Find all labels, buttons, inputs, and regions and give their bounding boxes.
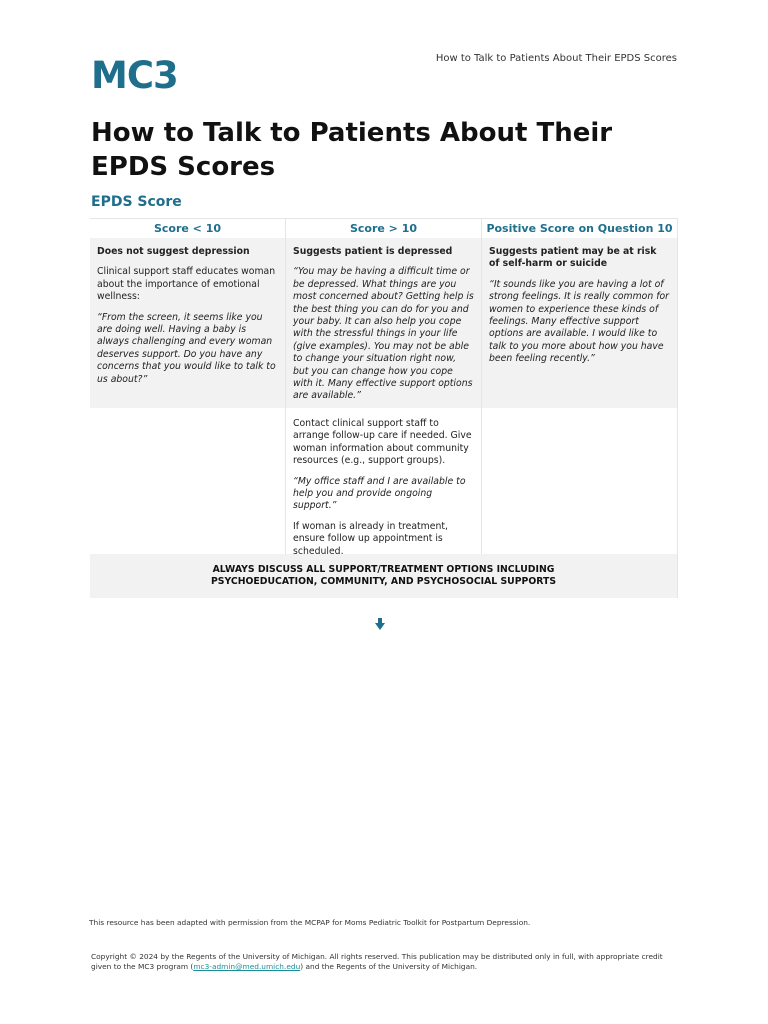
copyright-post: ) and the Regents of the University of Michigan. [300,962,478,971]
cell-quote: “From the screen, it seems like you are doing well. Having a baby is always challenging and every woman deserves support. Do you have any concerns that you would like to talk to us about?” [97,311,276,385]
cell-heading: Does not suggest depression [97,246,250,257]
cell-q10-score [482,238,678,408]
table-row-guidance [90,238,678,408]
always-discuss-banner [90,554,678,598]
cell-text: Clinical support staff educates woman about the importance of emotional wellness: [97,266,276,303]
column-header-high: Score > 10 [286,218,482,238]
table-row-followup [90,408,678,557]
cell-quote: “It sounds like you are having a lot of strong feelings. It is really common for women to experience these kinds of feelings. Many effective support options are available. I would like to talk to you more about how you have been feeling recently.” [489,278,669,365]
cell-heading: Suggests patient is depressed [293,246,453,257]
cell-empty-right [482,408,678,554]
cell-low-score [90,238,286,408]
cell-high-score [286,238,482,408]
mc3-logo [91,56,178,96]
logo-text: MC3 [91,54,178,97]
table-header-row [90,218,678,238]
cell-heading: Suggests patient may be at risk of self-harm or suicide [489,246,657,270]
email-link[interactable]: mc3-admin@med.umich.edu [193,962,301,971]
copyright-note [91,952,681,972]
cell-followup [286,408,482,557]
followup-treatment-text: If woman is already in treatment, ensure follow up appointment is scheduled. [293,520,448,557]
column-header-low: Score < 10 [90,218,286,238]
column-header-q10: Positive Score on Question 10 [482,218,678,238]
page-title: How to Talk to Patients About Their EPDS Scores [91,118,613,182]
adapted-note: This resource has been adapted with permission from the MCPAP for Moms Pediatric Toolkit for Postpartum Depression. [89,918,531,927]
followup-text: Contact clinical support staff to arrange follow-up care if needed. Give woman information about community resources (e.g., support groups). [293,418,472,467]
cell-quote: “You may be having a difficult time or be depressed. What things are you most concerned about? Getting help is the best thing you can do for you and your baby. It can also help you cope with the stressful things in your life (give examples). You may not be able to change your situation right now, but you can change how you cope with it. Many effective support options are available.” [293,266,474,402]
copyright-pre: Copyright © 2024 by the Regents of the University of Michigan. All rights reserved. This publication may be distributed only in full, with appropriate credit given to the MC3 program ( [91,952,663,971]
down-arrow-icon [375,618,385,630]
section-subtitle: EPDS Score [91,194,182,210]
cell-empty-left [90,408,286,554]
epds-table [90,218,678,598]
running-head: How to Talk to Patients About Their EPDS Scores [435,53,677,64]
banner-text: ALWAYS DISCUSS ALL SUPPORT/TREATMENT OPTIONS INCLUDING PSYCHOEDUCATION, COMMUNITY, AND PSYCHOSOCIAL SUPPORTS [210,563,557,587]
followup-quote: “My office staff and I are available to help you and provide ongoing support.” [293,475,466,512]
